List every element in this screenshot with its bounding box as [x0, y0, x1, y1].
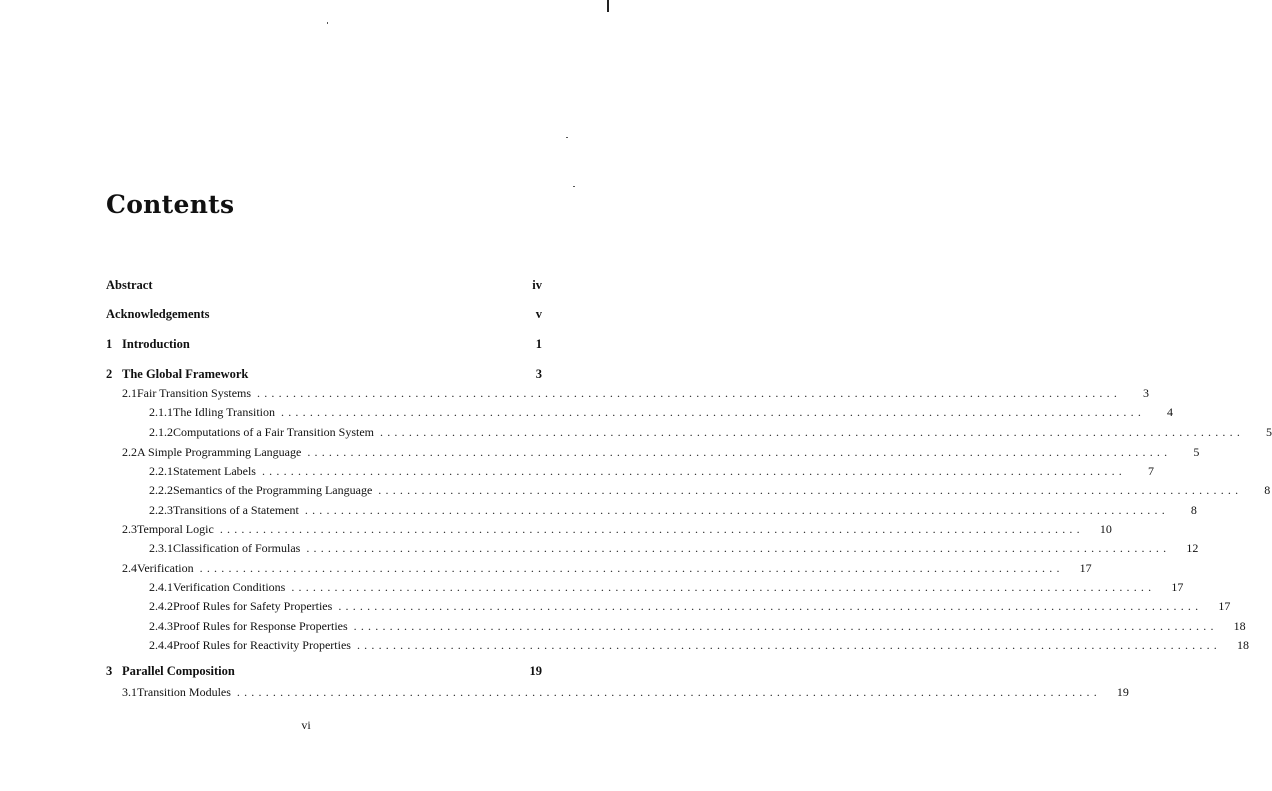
- toc-entry-page: 17: [1079, 561, 1092, 575]
- toc-entry: [106, 664, 542, 679]
- toc-leader-dots: ........................................................................................................................: [304, 503, 1169, 517]
- toc-entry-page: 17: [1171, 580, 1184, 594]
- toc-entry-page: 5: [1266, 425, 1272, 439]
- toc-entry: [122, 685, 1129, 700]
- scan-speck: [327, 22, 328, 24]
- toc-entry: [149, 503, 1197, 518]
- toc-entry-number: 3: [106, 664, 113, 678]
- toc-entry-page: 18: [1236, 638, 1249, 652]
- toc-entry-number: 2.4.4: [149, 638, 173, 652]
- toc-entry: [149, 638, 1249, 653]
- toc-entry-page: 4: [1167, 405, 1174, 419]
- toc-entry-title: Verification: [137, 561, 194, 575]
- toc-leader-dots: ........................................................................................................................: [261, 464, 1126, 478]
- toc-leader-dots: ........................................................................................................................: [356, 638, 1221, 652]
- toc-entry: [149, 619, 1246, 634]
- toc-entry-number: 2.2.2: [149, 483, 173, 497]
- toc-entry-number: 2.2.3: [149, 503, 173, 517]
- toc-entry-title: Proof Rules for Response Properties: [173, 619, 348, 633]
- toc-entry-title: Transition Modules: [137, 685, 231, 699]
- toc-leader-dots: ........................................................................................................................: [306, 541, 1171, 555]
- toc-entry: [122, 522, 1112, 537]
- toc-entry-title: A Simple Programming Language: [137, 445, 302, 459]
- toc-leader-dots: ........................................................................................................................: [380, 425, 1245, 439]
- toc-entry: [149, 425, 1272, 440]
- toc-entry-number: 2.3.1: [149, 541, 173, 555]
- toc-entry-page: 18: [1233, 619, 1246, 633]
- toc-leader-dots: ........................................................................................................................: [338, 599, 1203, 613]
- scan-mark: [607, 0, 609, 12]
- toc-leader-dots: ........................................................................................................................: [281, 405, 1146, 419]
- toc-entry-number: 2.1.1: [149, 405, 173, 419]
- toc-entry-number: 2.4.2: [149, 599, 173, 613]
- toc-entry-title: Statement Labels: [173, 464, 256, 478]
- toc-entry-title: The Idling Transition: [173, 405, 276, 419]
- scan-speck: [573, 186, 575, 187]
- toc-entry-number: 2.4.1: [149, 580, 173, 594]
- toc-entry-number: 2.2: [122, 445, 137, 459]
- toc-entry-page: 1: [535, 337, 542, 351]
- page-title: Contents: [106, 190, 235, 219]
- toc-entry: [149, 599, 1231, 614]
- toc-entry-number: 3.1: [122, 685, 137, 699]
- toc-leader-dots: ........................................................................................................................: [236, 685, 1101, 699]
- toc-entry-title: Verification Conditions: [173, 580, 286, 594]
- toc-entry-page: 10: [1099, 522, 1112, 536]
- toc-entry: [149, 580, 1184, 595]
- toc-entry-title: The Global Framework: [122, 367, 249, 381]
- toc-leader-dots: ........................................................................................................................: [307, 445, 1172, 459]
- toc-entry: [122, 445, 1200, 460]
- toc-entry-title: Transitions of a Statement: [173, 503, 299, 517]
- toc-entry-title: Classification of Formulas: [173, 541, 301, 555]
- toc-entry: [106, 337, 542, 352]
- toc-entry-title: Computations of a Fair Transition System: [173, 425, 375, 439]
- toc-entry: [106, 307, 542, 322]
- toc-entry: [106, 278, 542, 293]
- toc-entry-number: 2.1: [122, 386, 137, 400]
- toc-entry-title: Acknowledgements: [106, 307, 210, 321]
- toc-entry-title: Fair Transition Systems: [137, 386, 252, 400]
- toc-entry: [149, 483, 1271, 498]
- toc-leader-dots: ........................................................................................................................: [219, 522, 1084, 536]
- toc-entry-title: Parallel Composition: [122, 664, 235, 678]
- toc-entry-title: Proof Rules for Safety Properties: [173, 599, 333, 613]
- toc-entry-page: 19: [529, 664, 542, 678]
- toc-entry: [122, 561, 1092, 576]
- toc-entry: [106, 367, 542, 382]
- toc-entry-number: 2.4.3: [149, 619, 173, 633]
- toc-entry-page: 5: [1193, 445, 1200, 459]
- toc-leader-dots: ........................................................................................................................: [291, 580, 1156, 594]
- toc-entry-title: Introduction: [122, 337, 190, 351]
- toc-entry-page: iv: [532, 278, 542, 292]
- toc-leader-dots: ........................................................................................................................: [353, 619, 1218, 633]
- toc-entry-page: 8: [1190, 503, 1197, 517]
- page-number: vi: [301, 718, 311, 732]
- toc-entry-page: 3: [535, 367, 542, 381]
- toc-leader-dots: ........................................................................................................................: [257, 386, 1122, 400]
- toc-entry-page: 17: [1218, 599, 1231, 613]
- toc-entry-page: 7: [1147, 464, 1154, 478]
- toc-entry-page: 8: [1264, 483, 1271, 497]
- toc-entry-title: Semantics of the Programming Language: [173, 483, 373, 497]
- toc-entry-page: 3: [1143, 386, 1150, 400]
- toc-entry-page: 19: [1116, 685, 1129, 699]
- toc-entry-title: Abstract: [106, 278, 153, 292]
- toc-entry: [149, 405, 1174, 420]
- toc-entry-number: 1: [106, 337, 113, 351]
- toc-leader-dots: ........................................................................................................................: [199, 561, 1064, 575]
- toc-entry-number: 2.4: [122, 561, 137, 575]
- toc-entry: [149, 541, 1199, 556]
- toc-entry-title: Proof Rules for Reactivity Properties: [173, 638, 351, 652]
- toc-entry: [122, 386, 1150, 401]
- toc-entry-number: 2: [106, 367, 113, 381]
- toc-entry-number: 2.3: [122, 522, 137, 536]
- toc-entry-page: v: [535, 307, 542, 321]
- toc-entry-number: 2.2.1: [149, 464, 173, 478]
- scan-speck: [566, 137, 568, 138]
- toc-entry-number: 2.1.2: [149, 425, 173, 439]
- toc-entry: [149, 464, 1154, 479]
- toc-entry-page: 12: [1186, 541, 1199, 555]
- toc-leader-dots: ........................................................................................................................: [378, 483, 1243, 497]
- toc-entry-title: Temporal Logic: [137, 522, 214, 536]
